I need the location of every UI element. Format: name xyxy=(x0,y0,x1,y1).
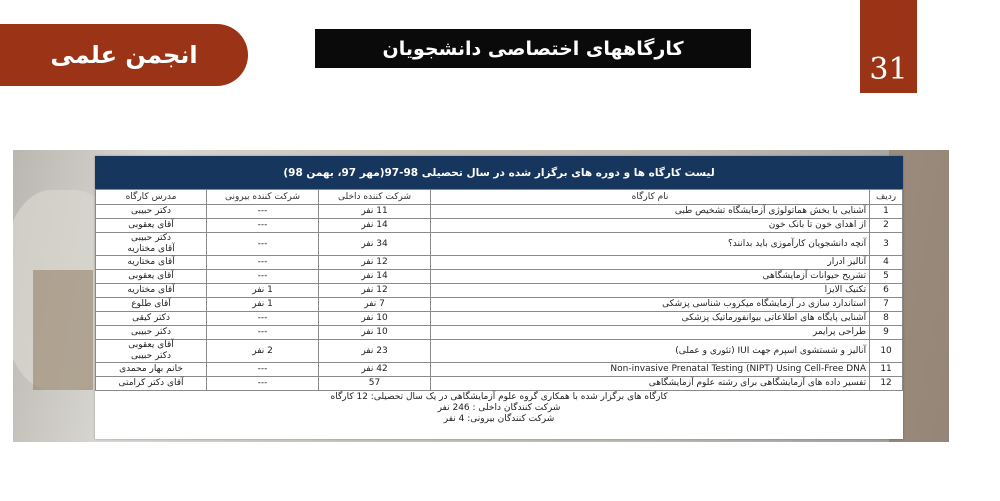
workshop-table xyxy=(95,189,903,391)
row-workshop-name: استاندارد سازی در آزمایشگاه میکروب شناسی پزشکی xyxy=(431,298,870,312)
table-row xyxy=(96,219,903,233)
row-workshop-name: آشنایی پایگاه های اطلاعاتی بیوانفورماتیک پزشکی xyxy=(431,312,870,326)
tutor-name: آقای یعقوبی xyxy=(128,220,174,230)
row-internal-count: 7 نفر xyxy=(319,298,431,312)
col-header-external: شرکت کننده بیرونی xyxy=(207,190,319,205)
row-num: 8 xyxy=(870,312,903,326)
row-num: 6 xyxy=(870,284,903,298)
table-header-row xyxy=(96,190,903,205)
table-row xyxy=(96,205,903,219)
tutor-name: آقای مختاریه xyxy=(127,285,175,295)
row-external-count: --- xyxy=(207,326,319,340)
tutor-name: دکتر حبیبی xyxy=(131,233,172,243)
tutor-name: خانم بهار محمدی xyxy=(119,364,183,374)
row-external-count: --- xyxy=(207,363,319,377)
row-tutor xyxy=(96,233,207,256)
tutor-name: آقای مختاریه xyxy=(127,244,175,254)
table-body xyxy=(96,205,903,391)
col-header-internal: شرکت کننده داخلی xyxy=(319,190,431,205)
table-row xyxy=(96,233,903,256)
row-internal-count: 57 xyxy=(319,377,431,391)
row-external-count: 1 نفر xyxy=(207,298,319,312)
row-workshop-name: طراحی پرایمر xyxy=(431,326,870,340)
row-num: 7 xyxy=(870,298,903,312)
table-row xyxy=(96,256,903,270)
tutor-name: دکتر کیقی xyxy=(132,313,170,323)
tutor-name: آقای مختاریه xyxy=(127,257,175,267)
row-internal-count: 11 نفر xyxy=(319,205,431,219)
row-external-count: 1 نفر xyxy=(207,284,319,298)
col-header-num: ردیف xyxy=(870,190,903,205)
summary-external: شرکت کنندگان بیرونی: 4 نفر xyxy=(443,414,555,424)
row-num: 2 xyxy=(870,219,903,233)
row-workshop-name: آنچه دانشجویان کارآموزی باید بدانند؟ xyxy=(431,233,870,256)
table-row xyxy=(96,326,903,340)
row-internal-count: 34 نفر xyxy=(319,233,431,256)
row-internal-count: 12 نفر xyxy=(319,284,431,298)
row-internal-count: 10 نفر xyxy=(319,326,431,340)
row-tutor xyxy=(96,284,207,298)
table-summary xyxy=(95,391,903,425)
row-tutor xyxy=(96,363,207,377)
photo-detail xyxy=(33,270,93,390)
row-internal-count: 14 نفر xyxy=(319,270,431,284)
row-num: 10 xyxy=(870,340,903,363)
section-badge-text: انجمن علمی xyxy=(50,41,198,69)
tutor-name: آقای دکتر کرامتی xyxy=(118,378,184,388)
row-workshop-name: آنالیز و شستشوی اسپرم جهت IUI (تئوری و عملی) xyxy=(431,340,870,363)
tutor-name: دکتر حبیبی xyxy=(131,206,172,216)
tutor-name: دکتر حبیبی xyxy=(131,351,172,361)
row-internal-count: 23 نفر xyxy=(319,340,431,363)
row-tutor xyxy=(96,298,207,312)
page-number-box xyxy=(860,0,917,93)
row-workshop-name: از اهدای خون تا بانک خون xyxy=(431,219,870,233)
section-badge xyxy=(0,24,248,86)
col-header-tutor: مدرس کارگاه xyxy=(96,190,207,205)
row-workshop-name: تفسیر داده های آزمایشگاهی برای رشته علوم آزمایشگاهی xyxy=(431,377,870,391)
page-title: کارگاههای اختصاصی دانشجویان xyxy=(315,29,751,68)
row-tutor xyxy=(96,340,207,363)
table-row xyxy=(96,298,903,312)
row-external-count: --- xyxy=(207,233,319,256)
row-num: 12 xyxy=(870,377,903,391)
table-row xyxy=(96,270,903,284)
row-external-count: --- xyxy=(207,377,319,391)
tutor-name: آقای یعقوبی xyxy=(128,340,174,350)
row-num: 9 xyxy=(870,326,903,340)
workshop-table-card xyxy=(95,156,903,439)
table-row xyxy=(96,377,903,391)
summary-workshops: کارگاه های برگزار شده با همکاری گروه علوم آزمایشگاهی در یک سال تحصیلی: 12 کارگاه xyxy=(330,392,668,402)
row-workshop-name: آنالیز ادرار xyxy=(431,256,870,270)
tutor-name: آقای یعقوبی xyxy=(128,271,174,281)
tutor-name: دکتر حبیبی xyxy=(131,327,172,337)
row-external-count: --- xyxy=(207,312,319,326)
table-row xyxy=(96,340,903,363)
table-row xyxy=(96,312,903,326)
row-workshop-name: تشریح حیوانات آزمایشگاهی xyxy=(431,270,870,284)
table-row xyxy=(96,284,903,298)
row-tutor xyxy=(96,219,207,233)
row-external-count: 2 نفر xyxy=(207,340,319,363)
row-internal-count: 14 نفر xyxy=(319,219,431,233)
row-workshop-name: آشنایی با بخش هماتولوژی آزمایشگاه تشخیص طبی xyxy=(431,205,870,219)
row-internal-count: 10 نفر xyxy=(319,312,431,326)
row-num: 5 xyxy=(870,270,903,284)
summary-internal: شرکت کنندگان داخلی : 246 نفر xyxy=(437,403,561,413)
row-workshop-name: تکنیک الایزا xyxy=(431,284,870,298)
table-row xyxy=(96,363,903,377)
row-tutor xyxy=(96,312,207,326)
page-number: 31 xyxy=(869,52,908,87)
row-num: 3 xyxy=(870,233,903,256)
row-tutor xyxy=(96,205,207,219)
row-workshop-name: Non-invasive Prenatal Testing (NIPT) Using Cell-Free DNA xyxy=(431,363,870,377)
row-tutor xyxy=(96,256,207,270)
row-external-count: --- xyxy=(207,205,319,219)
row-internal-count: 12 نفر xyxy=(319,256,431,270)
row-num: 1 xyxy=(870,205,903,219)
row-external-count: --- xyxy=(207,270,319,284)
row-external-count: --- xyxy=(207,219,319,233)
row-tutor xyxy=(96,377,207,391)
row-tutor xyxy=(96,326,207,340)
row-external-count: --- xyxy=(207,256,319,270)
row-tutor xyxy=(96,270,207,284)
tutor-name: آقای طلوع xyxy=(131,299,171,309)
col-header-name: نام کارگاه xyxy=(431,190,870,205)
row-internal-count: 42 نفر xyxy=(319,363,431,377)
row-num: 11 xyxy=(870,363,903,377)
table-title: لیست کارگاه ها و دوره های برگزار شده در سال تحصیلی 98-97(مهر 97، بهمن 98) xyxy=(95,156,903,189)
row-num: 4 xyxy=(870,256,903,270)
